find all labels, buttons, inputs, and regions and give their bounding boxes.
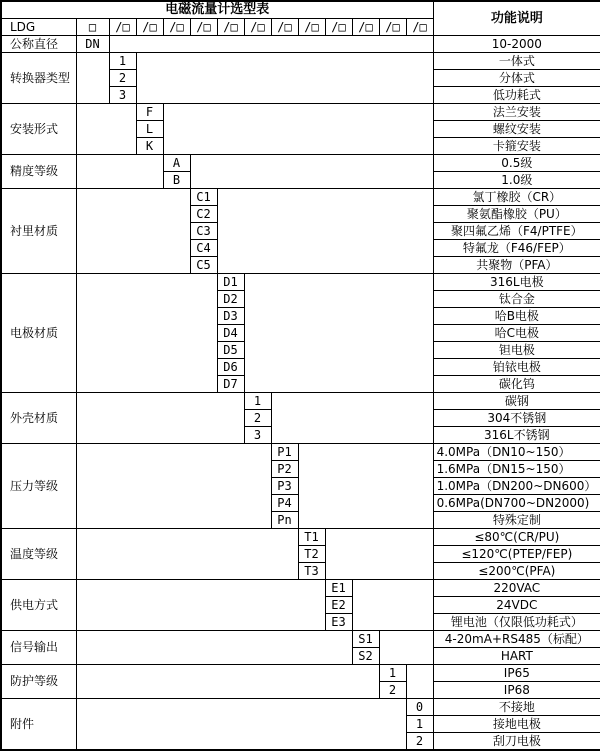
table-row [1, 155, 600, 172]
spacer-cell [244, 274, 433, 393]
function-cell: 220VAC [433, 580, 600, 597]
spacer-cell [325, 529, 433, 580]
model-code-slot: /□ [244, 19, 271, 36]
spacer-cell [76, 529, 298, 580]
code-cell: D3 [217, 308, 244, 325]
code-cell: 1 [244, 393, 271, 410]
table-row [1, 53, 600, 70]
function-cell: ≤120℃(PTEP/FEP) [433, 546, 600, 563]
group-label: 压力等级 [1, 444, 76, 529]
function-cell: 1.0级 [433, 172, 600, 189]
function-cell: 共聚物（PFA） [433, 257, 600, 274]
model-code-slot: /□ [271, 19, 298, 36]
function-cell: 碳化钨 [433, 376, 600, 393]
code-cell: L [136, 121, 163, 138]
spacer-cell [379, 631, 433, 665]
code-cell: C5 [190, 257, 217, 274]
function-cell: 316L不锈钢 [433, 427, 600, 444]
model-prefix: LDG [1, 19, 76, 36]
code-cell: Pn [271, 512, 298, 529]
function-cell: 聚氨酯橡胶（PU） [433, 206, 600, 223]
model-code-slot: /□ [406, 19, 433, 36]
function-cell: 10-2000 [433, 36, 600, 53]
function-cell: 304不锈钢 [433, 410, 600, 427]
group-label: 附件 [1, 699, 76, 751]
function-cell: IP65 [433, 665, 600, 682]
code-cell: T3 [298, 563, 325, 580]
table-row [1, 529, 600, 546]
function-cell: 特殊定制 [433, 512, 600, 529]
code-cell: 3 [109, 87, 136, 104]
code-cell: T1 [298, 529, 325, 546]
group-label: 精度等级 [1, 155, 76, 189]
table-row [1, 274, 600, 291]
function-cell: 接地电极 [433, 716, 600, 733]
function-cell: 316L电极 [433, 274, 600, 291]
group-label: 公称直径 [1, 36, 76, 53]
spacer-cell [271, 393, 433, 444]
code-cell: B [163, 172, 190, 189]
function-cell: 卡箍安装 [433, 138, 600, 155]
function-cell: 24VDC [433, 597, 600, 614]
function-cell: HART [433, 648, 600, 665]
code-cell: C1 [190, 189, 217, 206]
code-cell: P1 [271, 444, 298, 461]
code-cell: P2 [271, 461, 298, 478]
table-row [1, 104, 600, 121]
table-row [1, 36, 600, 53]
spacer-cell [406, 665, 433, 699]
page-title: 电磁流量计选型表 [1, 1, 433, 19]
code-cell: 2 [379, 682, 406, 699]
spacer-cell [76, 155, 163, 189]
spacer-cell [76, 189, 190, 274]
code-cell: S1 [352, 631, 379, 648]
code-cell: D7 [217, 376, 244, 393]
group-label: 安装形式 [1, 104, 76, 155]
group-label: 转换器类型 [1, 53, 76, 104]
table-row [1, 631, 600, 648]
spacer-cell [76, 699, 406, 751]
group-label: 供电方式 [1, 580, 76, 631]
function-cell: 1.0MPa（DN200~DN600） [433, 478, 600, 495]
table-row [1, 665, 600, 682]
code-cell: D4 [217, 325, 244, 342]
model-code-slot: /□ [190, 19, 217, 36]
spacer-cell [76, 665, 379, 699]
spacer-cell [76, 393, 244, 444]
function-cell: 分体式 [433, 70, 600, 87]
code-cell: D6 [217, 359, 244, 376]
function-cell: 钛合金 [433, 291, 600, 308]
code-cell: 2 [244, 410, 271, 427]
code-cell: 1 [379, 665, 406, 682]
function-cell: 碳钢 [433, 393, 600, 410]
code-cell: 0 [406, 699, 433, 716]
function-cell: IP68 [433, 682, 600, 699]
function-cell: 0.6MPa(DN700~DN2000) [433, 495, 600, 512]
function-cell: 哈C电极 [433, 325, 600, 342]
model-code-box: □ [76, 19, 109, 36]
model-code-slot: /□ [217, 19, 244, 36]
function-column-header: 功能说明 [433, 1, 600, 36]
function-cell: 螺纹安装 [433, 121, 600, 138]
spacer-cell [136, 53, 433, 104]
spacer-cell [76, 580, 325, 631]
function-cell: 4.0MPa（DN10~150） [433, 444, 600, 461]
spacer-cell [76, 104, 136, 155]
code-cell: D1 [217, 274, 244, 291]
spacer-cell [76, 444, 271, 529]
code-cell: F [136, 104, 163, 121]
code-cell: D5 [217, 342, 244, 359]
code-cell: A [163, 155, 190, 172]
group-label: 电极材质 [1, 274, 76, 393]
spacer-cell [76, 274, 217, 393]
spacer-cell [352, 580, 433, 631]
model-code-slot: /□ [109, 19, 136, 36]
function-cell: 铂铱电极 [433, 359, 600, 376]
code-cell: E1 [325, 580, 352, 597]
function-cell: 法兰安装 [433, 104, 600, 121]
function-cell: 特氟龙（F46/FEP） [433, 240, 600, 257]
code-cell: C3 [190, 223, 217, 240]
group-label: 外壳材质 [1, 393, 76, 444]
table-row [1, 580, 600, 597]
table-row [1, 1, 600, 19]
model-code-slot: /□ [325, 19, 352, 36]
group-label: 衬里材质 [1, 189, 76, 274]
code-cell: E3 [325, 614, 352, 631]
model-code-slot: /□ [298, 19, 325, 36]
function-cell: 0.5级 [433, 155, 600, 172]
code-cell: K [136, 138, 163, 155]
function-cell: 一体式 [433, 53, 600, 70]
spacer-cell [76, 53, 109, 104]
code-cell: S2 [352, 648, 379, 665]
spacer-cell [298, 444, 433, 529]
spacer-cell [190, 155, 433, 189]
code-cell: T2 [298, 546, 325, 563]
code-cell: C4 [190, 240, 217, 257]
group-label: 信号输出 [1, 631, 76, 665]
code-cell: 3 [244, 427, 271, 444]
function-cell: 钽电极 [433, 342, 600, 359]
function-cell: 哈B电极 [433, 308, 600, 325]
spacer-cell [109, 36, 433, 53]
code-cell: D2 [217, 291, 244, 308]
code-cell: 2 [109, 70, 136, 87]
function-cell: 4-20mA+RS485（标配） [433, 631, 600, 648]
group-label: 温度等级 [1, 529, 76, 580]
code-cell: C2 [190, 206, 217, 223]
code-cell: DN [76, 36, 109, 53]
spacer-cell [217, 189, 433, 274]
code-cell: P3 [271, 478, 298, 495]
table-row [1, 393, 600, 410]
code-cell: E2 [325, 597, 352, 614]
function-cell: 聚四氟乙烯（F4/PTFE） [433, 223, 600, 240]
model-code-slot: /□ [352, 19, 379, 36]
function-cell: 不接地 [433, 699, 600, 716]
function-cell: 1.6MPa（DN15~150） [433, 461, 600, 478]
spacer-cell [163, 104, 433, 155]
code-cell: P4 [271, 495, 298, 512]
function-cell: 氯丁橡胶（CR） [433, 189, 600, 206]
function-cell: 刮刀电极 [433, 733, 600, 751]
model-code-slot: /□ [136, 19, 163, 36]
table-row [1, 444, 600, 461]
function-cell: ≤80℃(CR/PU) [433, 529, 600, 546]
group-label: 防护等级 [1, 665, 76, 699]
table-row [1, 189, 600, 206]
model-code-slot: /□ [379, 19, 406, 36]
code-cell: 1 [109, 53, 136, 70]
table-row [1, 699, 600, 716]
code-cell: 2 [406, 733, 433, 751]
spacer-cell [76, 631, 352, 665]
model-code-slot: /□ [163, 19, 190, 36]
code-cell: 1 [406, 716, 433, 733]
function-cell: ≤200℃(PFA) [433, 563, 600, 580]
function-cell: 锂电池（仅限低功耗式） [433, 614, 600, 631]
function-cell: 低功耗式 [433, 87, 600, 104]
